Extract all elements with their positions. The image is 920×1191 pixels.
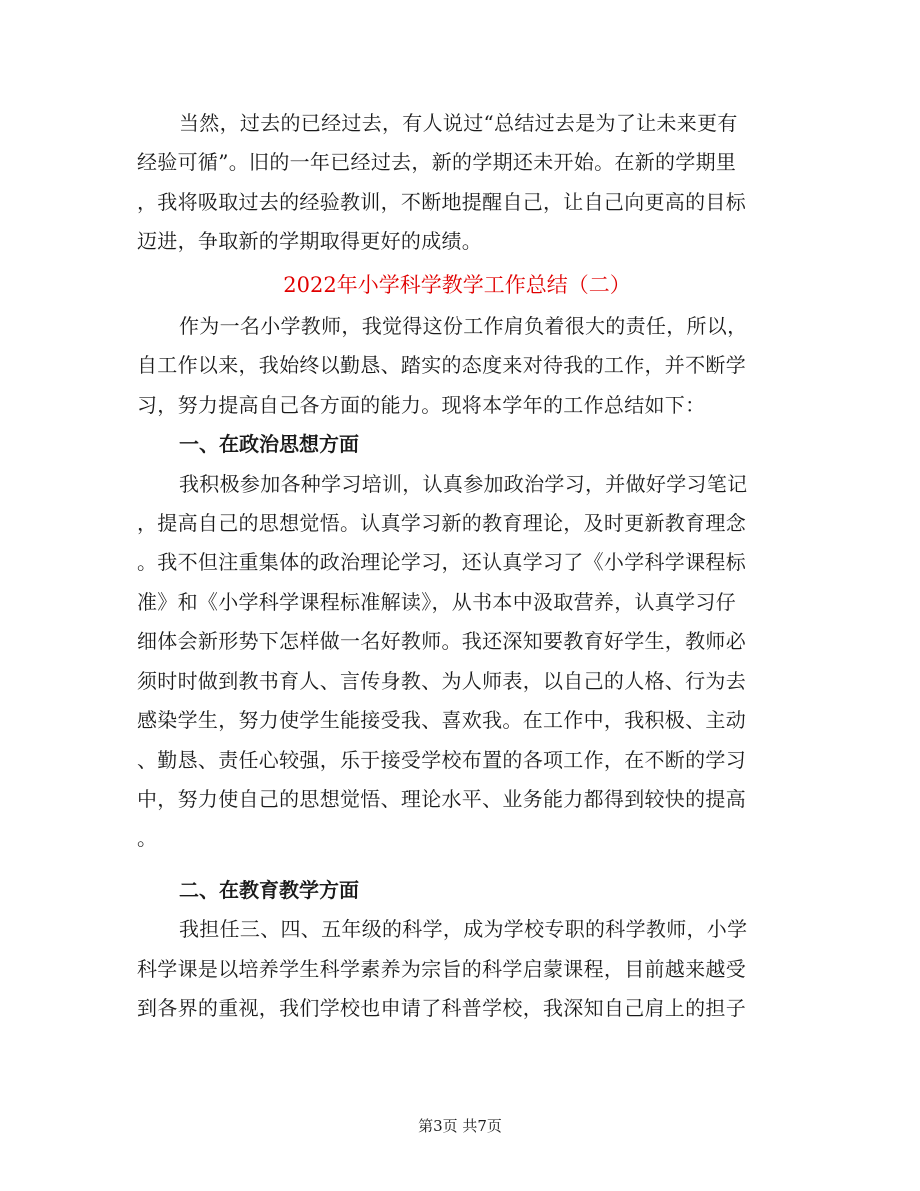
page-number-footer: 第3页 共7页 <box>418 1117 502 1135</box>
text-line: 习，努力提高自己各方面的能力。现将本学年的工作总结如下： <box>137 392 706 417</box>
text-line: 。 <box>137 826 158 851</box>
document-title: 2022年小学科学教学工作总结（二） <box>283 272 631 297</box>
intro-paragraph <box>137 104 777 262</box>
text-line: 自工作以来，我始终以勤恳、踏实的态度来对待我的工作，并不断学 <box>137 353 746 378</box>
text-line: ，提高自己的思想觉悟。认真学习新的教育理论，及时更新教育理念 <box>137 511 746 536</box>
text-line: 我担任三、四、五年级的科学，成为学校专职的科学教师，小学 <box>179 917 748 942</box>
text-line: ，我将吸取过去的经验教训，不断地提醒自己，让自己向更高的目标 <box>137 189 746 214</box>
text-line: 准》和《小学科学课程标准解读》，从书本中汲取营养，认真学习仔 <box>137 589 736 614</box>
opening-paragraph <box>137 307 777 425</box>
text-line: 到各界的重视，我们学校也申请了科普学校，我深知自己肩上的担子 <box>137 995 746 1020</box>
text-line: 感染学生，努力使学生能接受我、喜欢我。在工作中，我积极、主动 <box>137 708 746 733</box>
text-line: 经验可循”。旧的一年已经过去，新的学期还未开始。在新的学期里 <box>137 150 737 175</box>
text-line: 中，努力使自己的思想觉悟、理论水平、业务能力都得到较快的提高 <box>137 786 746 811</box>
document-body <box>137 104 777 1028</box>
section-heading-politics: 一、在政治思想方面 <box>179 432 359 457</box>
text-line: 我积极参加各种学习培训，认真参加政治学习，并做好学习笔记 <box>179 471 748 496</box>
text-line: 科学课是以培养学生科学素养为宗旨的科学启蒙课程，目前越来越受 <box>137 956 746 981</box>
text-line: 、勤恳、责任心较强，乐于接受学校布置的各项工作，在不断的学习 <box>137 747 746 772</box>
section-politics-paragraph <box>137 465 777 859</box>
text-line: 作为一名小学教师，我觉得这份工作肩负着很大的责任，所以， <box>179 314 748 339</box>
text-line: 迈进，争取新的学期取得更好的成绩。 <box>137 229 483 254</box>
text-line: 当然，过去的已经过去，有人说过“总结过去是为了让未来更有 <box>179 111 738 135</box>
text-line: 细体会新形势下怎样做一名好教师。我还深知要教育好学生，教师必 <box>137 629 746 654</box>
section-heading-teaching: 二、在教育教学方面 <box>179 877 359 902</box>
section-teaching-paragraph <box>137 910 777 1028</box>
text-line: 须时时做到教书育人、言传身教、为人师表，以自己的人格、行为去 <box>137 668 746 693</box>
text-line: 。我不但注重集体的政治理论学习，还认真学习了《小学科学课程标 <box>137 550 746 575</box>
